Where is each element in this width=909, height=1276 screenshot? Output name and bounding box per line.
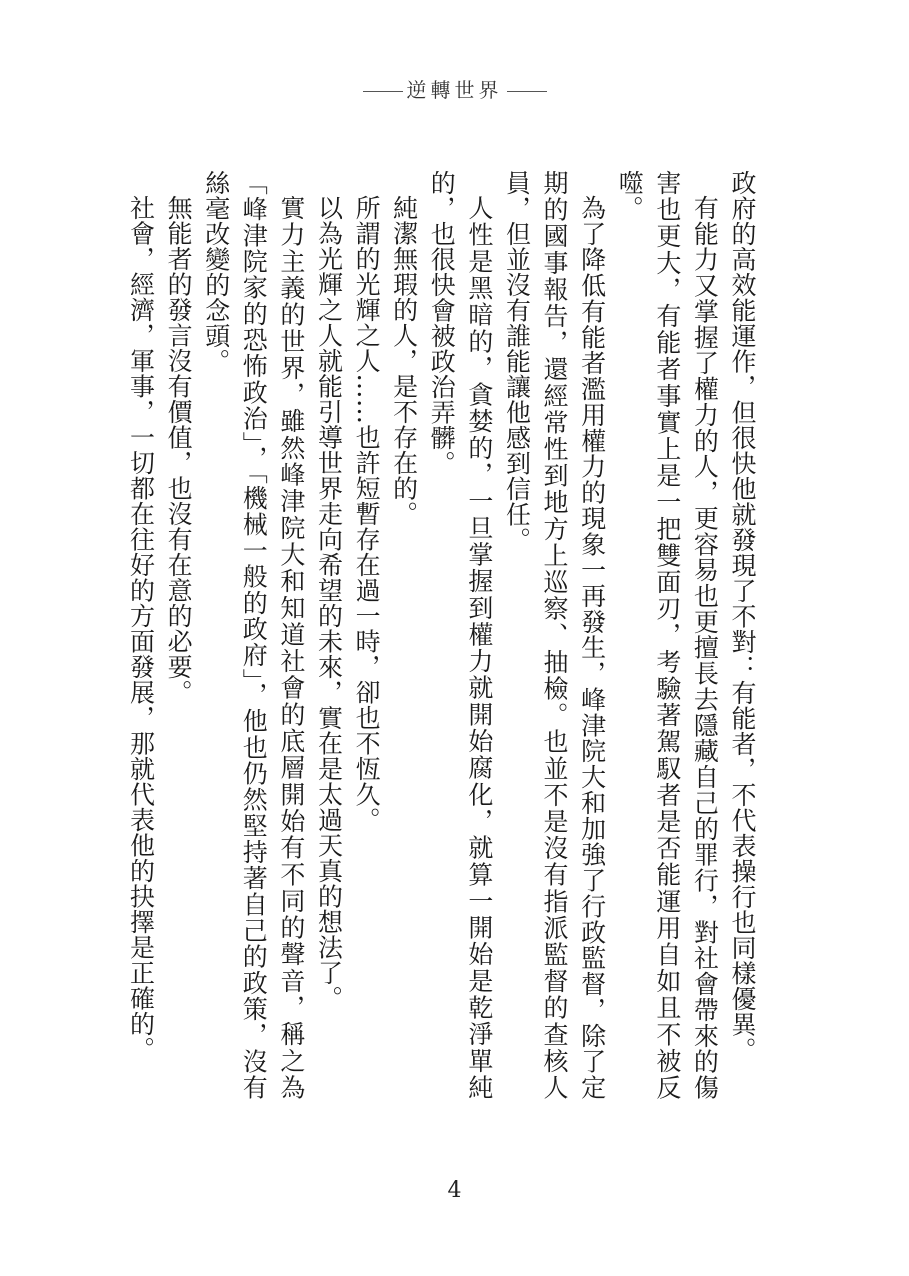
paragraph-2: 有能力又掌握了權力的人，更容易也更擅長去隱藏自己的罪行，對社會帶來的傷害也更大，有能者事實上是一把雙面刃，考驗著駕馭者是否能運用自如且不被反噬。 <box>615 170 720 1100</box>
paragraph-5: 純潔無瑕的人，是不存在的。 <box>389 195 419 527</box>
header-title-part-1: 逆 <box>406 78 431 102</box>
paragraph-1: 政府的高效能運作，但很快他就發現了不對：有能者，不代表操行也同樣優異。 <box>728 170 757 1063</box>
header-left-rule <box>363 91 403 92</box>
header-title-part-2: 世界 <box>454 78 503 102</box>
paragraph-7: 以為光輝之人就能引導世界走向希望的未來，實在是太過天真的想法了。 <box>314 195 344 1011</box>
header-right-rule <box>507 91 547 92</box>
paragraph-3: 為了降低有能者濫用權力的現象一再發生，峰津院大和加強了行政監督，除了定期的國事報告，還經常性到地方上巡察、抽檢。也並不是沒有指派監督的查核人員，但並沒有誰能讓他感到信任。 <box>502 170 607 1100</box>
paragraph-10: 社會，經濟，軍事，一切都在往好的方面發展，那就代表他的抉擇是正確的。 <box>126 195 156 1062</box>
header-title-emblem-char: 轉 <box>431 74 455 103</box>
paragraph-6: 所謂的光輝之人……也許短暫存在過一時，卻也不恆久。 <box>352 195 382 833</box>
paragraph-8: 實力主義的世界，雖然峰津院大和知道社會的底層開始有不同的聲音，稱之為「峰津院家的恐怖政治」，「機械一般的政府」，他也仍然堅持著自己的政策，沒有絲毫改變的念頭。 <box>201 170 306 1100</box>
page-number: 4 <box>447 1178 462 1203</box>
paragraph-9: 無能者的發言沒有價值，也沒有在意的必要。 <box>164 195 194 705</box>
vertical-body-text <box>122 170 761 1100</box>
running-header <box>0 74 909 103</box>
paragraph-4: 人性是黑暗的，貪婪的，一旦掌握到權力就開始腐化，就算一開始是乾淨單純的，也很快會被政治弄髒。 <box>427 170 494 1100</box>
